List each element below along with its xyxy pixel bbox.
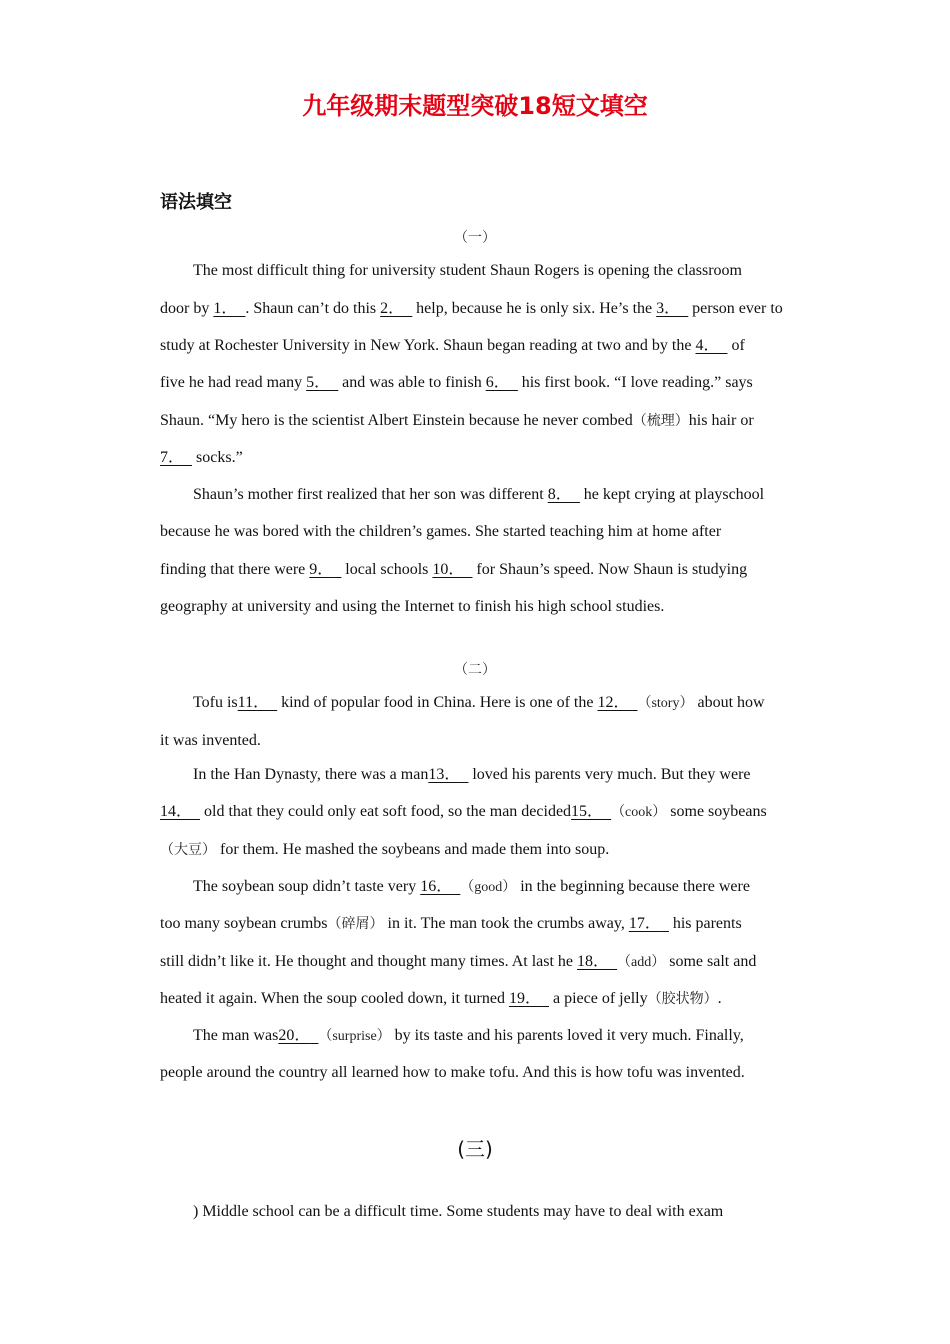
part2-line	[160, 1063, 745, 1083]
part2-line	[193, 765, 751, 785]
word-hint: （story）	[637, 696, 694, 711]
part2-line	[160, 731, 261, 751]
answer-blank[interactable]: 12．	[597, 694, 630, 711]
part1-heading: （一）	[454, 231, 496, 246]
part1-line	[160, 336, 745, 356]
part2-line	[160, 840, 609, 861]
word-hint: （good）	[460, 880, 517, 895]
answer-blank[interactable]: 20．	[278, 1027, 311, 1044]
passage-text: his hair or	[688, 412, 754, 429]
passage-text: it was invented.	[160, 732, 261, 749]
part2-line	[193, 1026, 744, 1047]
passage-text: too many soybean crumbs	[160, 915, 328, 932]
passage-text: finding that there were	[160, 561, 310, 578]
part2-line	[193, 877, 750, 898]
answer-blank[interactable]: 10．	[432, 561, 465, 578]
answer-blank[interactable]: 13．	[428, 766, 461, 783]
word-hint: （cook）	[611, 805, 667, 820]
passage-text: door by	[160, 300, 214, 317]
passage-text: loved his parents very much. But they were	[468, 766, 751, 783]
answer-blank[interactable]: 6．	[485, 374, 510, 391]
part1-line	[160, 448, 243, 468]
answer-blank[interactable]: 17．	[628, 915, 661, 932]
passage-text: in the beginning because there were	[516, 878, 750, 895]
passage-text: about how	[693, 694, 765, 711]
passage-text: in it. The man took the crumbs away,	[383, 915, 629, 932]
passage-text: help, because he is only six. He’s the	[412, 300, 657, 317]
part1-line	[193, 261, 742, 281]
passage-text: person ever to	[688, 300, 783, 317]
passage-text: Shaun. “My hero is the scientist Albert Einstein because he never combed	[160, 412, 633, 429]
part2-heading: （二）	[454, 663, 496, 678]
passage-text: some salt and	[665, 953, 757, 970]
passage-text: his first book. “I love reading.” says	[517, 374, 753, 391]
passage-text: people around the country all learned how to make tofu. And this is how tofu was invented.	[160, 1064, 745, 1081]
part1-line	[160, 522, 721, 542]
passage-text: The soybean soup didn’t taste very	[193, 878, 421, 895]
word-hint: （大豆）	[160, 843, 216, 858]
passage-text: he kept crying at playschool	[579, 486, 765, 503]
passage-text: heated it again. When the soup cooled down, it turned	[160, 990, 509, 1007]
answer-blank[interactable]: 7．	[160, 449, 185, 466]
answer-blank[interactable]: 11．	[237, 694, 270, 711]
part1-line	[160, 597, 664, 617]
passage-text: .	[717, 990, 722, 1007]
answer-blank[interactable]: 2．	[380, 300, 405, 317]
passage-text: his parents	[668, 915, 742, 932]
word-hint: （胶状物）	[647, 992, 718, 1007]
passage-text: study at Rochester University in New York. Shaun began reading at two and by the	[160, 337, 696, 354]
answer-blank[interactable]: 9．	[309, 561, 334, 578]
part2-line	[160, 802, 767, 823]
answer-blank[interactable]: 5．	[306, 374, 331, 391]
answer-blank[interactable]: 1．	[213, 300, 238, 317]
document-title: 九年级期末题型突破18短文填空	[302, 92, 648, 120]
passage-text: still didn’t like it. He thought and thought many times. At last he	[160, 953, 578, 970]
passage-text: of	[727, 337, 745, 354]
part3-heading: (三)	[457, 1137, 493, 1161]
passage-text: local schools	[341, 561, 433, 578]
passage-text: geography at university and using the Internet to finish his high school studies.	[160, 598, 665, 615]
passage-text: socks.”	[192, 449, 243, 466]
answer-blank[interactable]: 8．	[547, 486, 572, 503]
passage-text: kind of popular food in China. Here is one of the	[277, 694, 598, 711]
part3-first-line: ) Middle school can be a difficult time. Some students may have to deal with exam	[193, 1203, 724, 1220]
word-hint: （梳理）	[632, 414, 689, 429]
passage-text: a piece of jelly	[548, 990, 648, 1007]
passage-text: old that they could only eat soft food, so the man decided	[200, 803, 572, 820]
part2-line	[160, 914, 742, 935]
passage-text: Tofu is	[193, 694, 238, 711]
passage-text: The man was	[193, 1027, 279, 1044]
section-title: 语法填空	[160, 192, 232, 213]
part1-line	[160, 560, 747, 580]
part2-line	[160, 952, 756, 973]
answer-blank[interactable]: 14．	[160, 803, 193, 820]
word-hint: （add）	[617, 955, 666, 970]
word-hint: （surprise）	[318, 1029, 391, 1044]
passage-text: Shaun’s mother first realized that her son was different	[193, 486, 548, 503]
passage-text: five he had read many	[160, 374, 307, 391]
part1-line	[160, 411, 754, 432]
part1-line	[160, 299, 783, 319]
passage-text: The most difficult thing for university student Shaun Rogers is opening the classroom	[193, 262, 742, 279]
passage-text: some soybeans	[666, 803, 767, 820]
answer-blank[interactable]: 15．	[571, 803, 604, 820]
part2-line	[160, 989, 722, 1010]
passage-text: and was able to finish	[338, 374, 486, 391]
answer-blank[interactable]: 4．	[695, 337, 720, 354]
answer-blank[interactable]: 19．	[508, 990, 541, 1007]
passage-text: because he was bored with the children’s games. She started teaching him at home after	[160, 523, 722, 540]
answer-blank[interactable]: 16．	[420, 878, 453, 895]
answer-blank[interactable]: 18．	[577, 953, 610, 970]
passage-text: . Shaun can’t do this	[245, 300, 381, 317]
part2-line	[193, 693, 765, 714]
passage-text: for Shaun’s speed. Now Shaun is studying	[472, 561, 748, 578]
passage-text: for them. He mashed the soybeans and made them into soup.	[216, 841, 610, 858]
passage-text: In the Han Dynasty, there was a man	[193, 766, 429, 783]
answer-blank[interactable]: 3．	[656, 300, 681, 317]
part1-line	[160, 373, 753, 393]
part1-line	[193, 485, 764, 505]
passage-text: by its taste and his parents loved it very much. Finally,	[390, 1027, 744, 1044]
word-hint: （碎屑）	[327, 917, 384, 932]
